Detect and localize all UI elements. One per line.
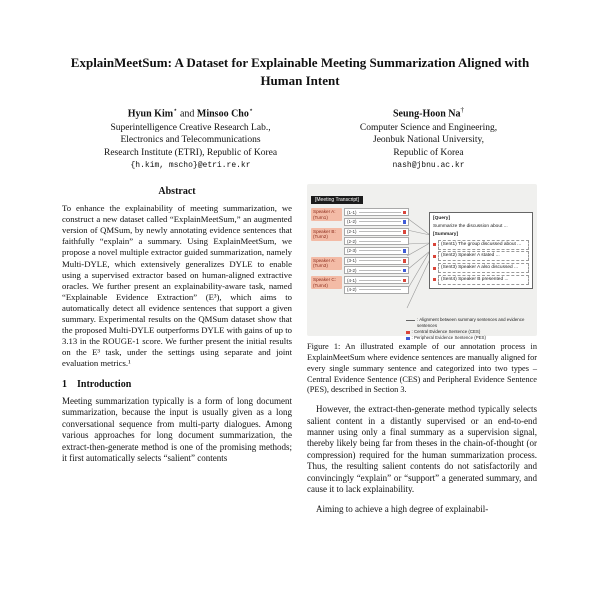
figure-1 (307, 184, 537, 341)
author-block-right (319, 106, 538, 170)
body-paragraph: However, the extract-then-generate method typically selects salient content in a distantly supervised or an end-to-end manner using only a final summary as a supervision signal, thereby likely being far from theses in the chain-of-thought (or compression) required for the human summarization process. Thus, the resulting salient contents do not satisfactorily and convincingly “explain” or “support” a generated summary, and cause it to lack explainability. (307, 404, 537, 495)
summary-sentence: (Sent4) Speaker B presented ... (438, 275, 529, 285)
sentence-marker (433, 243, 436, 246)
author-email: nash@jbnu.ac.kr (392, 161, 465, 171)
summary-sentence: (Sent2) Speaker A stated ... (438, 251, 529, 261)
affiliation-line: Electronics and Telecommunications (120, 135, 261, 146)
affiliation-line: Computer Science and Engineering, (359, 122, 498, 133)
speaker-label: Speaker A: (Turn1) (311, 208, 342, 221)
sentence-rule (359, 250, 401, 251)
summary-sentence: (Sent1) The group discussed about ... (438, 240, 529, 250)
introduction-text: Meeting summarization typically is a form of long document summarization, because the input is usually given as a long conversational sequence from multi-party dialogues. Among various approaches for long document summarization, the extract-then-generate method is one of the promising methods; it first automatically selects “salient” contents (62, 396, 292, 464)
ces-marker (403, 259, 407, 263)
turn-lines (344, 257, 409, 275)
summary-sentence-row (433, 263, 529, 273)
transcript-sentence (344, 208, 409, 216)
summary-sentence-row (433, 275, 529, 285)
legend-item-alignment (406, 317, 533, 329)
authors-row (62, 106, 538, 170)
two-column-body (62, 184, 538, 515)
legend-text: : Central Evidence Sentence (CES) (411, 329, 481, 335)
summary-label: [Summary] (433, 231, 459, 237)
legend-text: : Alignment between summary sentences and evidence sentences (417, 317, 525, 329)
speaker-label: Speaker B: (Turn2) (311, 228, 342, 241)
author-footnote-mark: ⋆ (173, 106, 178, 115)
speaker-turn-group (311, 228, 409, 255)
author-name: Minsoo Cho (196, 108, 249, 120)
query-label: [Query] (433, 216, 451, 222)
speaker-turn-group (311, 257, 409, 275)
ces-marker (403, 211, 407, 215)
figure-caption: Figure 1: An illustrated example of our annotation process in ExplainMeetSum where evidence sentences are manually aligned for every single summary sentence and categorized into two types – Central Evidence Sentence (CES) and Peripheral Evidence Sentence (PES), described in Section 3. (307, 342, 537, 395)
right-column (307, 184, 537, 515)
ces-square-icon (406, 331, 410, 335)
summary-sentence: (Sent3) Speaker A also discussed ... (438, 263, 529, 273)
transcript-sentence (344, 286, 409, 294)
turn-lines (344, 276, 409, 294)
transcript-sentence (344, 266, 409, 274)
transcript-column (311, 208, 409, 294)
abstract-heading: Abstract (158, 186, 196, 198)
affiliation-line: Superintelligence Creative Research Lab., (110, 122, 271, 133)
sentence-id: (3-2) (347, 267, 357, 273)
sentence-rule (359, 231, 401, 232)
sentence-marker (433, 278, 436, 281)
author-email: {h.kim, mscho}@etri.re.kr (130, 161, 251, 171)
speaker-turn-group (311, 276, 409, 294)
alignment-line-icon (406, 320, 415, 321)
sentence-id: (1-1) (347, 209, 357, 215)
sentence-id: (1-2) (347, 219, 357, 225)
sentence-id: (2-2) (347, 238, 357, 244)
transcript-sentence (344, 247, 409, 255)
query-summary-panel (429, 212, 533, 289)
sentence-rule (359, 212, 401, 213)
sentence-rule (359, 221, 401, 222)
section-heading-introduction: 1 Introduction (62, 379, 132, 390)
speaker-label: Speaker C: (Turn4) (311, 276, 342, 289)
transcript-sentence (344, 228, 409, 236)
turn-lines (344, 208, 409, 226)
author-footnote-mark: ⋆ (248, 106, 254, 115)
abstract-text: To enhance the explainability of meeting summarization, we construct a new dataset called “ExplainMeetSum,” an augmented version of QMSum, by newly annotating evidence sentences that faithfully “explain” a summary. Using ExplainMeetSum, we propose a novel multiple extractor guided summarization, namely Multi-DYLE, which extensively generalizes DYLE to enable using a supervised extractor based on human-aligned extractive oracles. We further present an explainability-aware task, named “Explainable Evidence Extraction” (E³), which aims to automatically detect all evidence sentences that support a given summary. Experimental results on the QMSum dataset show that the proposed Multi-DYLE outperforms DYLE with gains of up to 3.13 in the ROUGE-1 score. We further present the initial results on the E³ task, under the settings using separate and joint evaluation metrics.¹ (62, 203, 292, 368)
pes-marker (403, 220, 407, 224)
author-name: Seung-Hoon Na (393, 108, 461, 120)
author-names-left (62, 106, 319, 119)
sentence-id: (4-1) (347, 277, 357, 283)
sentence-id: (2-1) (347, 229, 357, 235)
body-paragraph-partial: Aiming to achieve a high degree of explainabil- (316, 503, 489, 514)
summary-sentence-row (433, 251, 529, 261)
left-column (62, 184, 292, 515)
author-footnote-mark: † (460, 106, 465, 115)
transcript-sentence (344, 276, 409, 284)
sentence-marker (433, 267, 436, 270)
summary-sentence-row (433, 240, 529, 250)
author-names-right (319, 106, 538, 119)
author-name: Hyun Kim (127, 108, 174, 120)
turn-lines (344, 228, 409, 255)
affiliation-line: Jeonbuk National University, (373, 135, 484, 146)
affiliation-line: Research Institute (ETRI), Republic of Korea (103, 147, 278, 158)
sentence-rule (359, 260, 401, 261)
sentence-rule (359, 280, 401, 281)
figure-legend (406, 317, 533, 341)
ces-marker (403, 279, 407, 283)
legend-item-pes (406, 335, 533, 341)
legend-text: : Peripheral Evidence Sentence (PES) (411, 335, 486, 341)
speaker-turn-group (311, 208, 409, 226)
affiliation-line: Republic of Korea (393, 147, 464, 158)
pes-marker (403, 249, 407, 253)
sentence-id: (2-3) (347, 248, 357, 254)
ces-marker (403, 230, 407, 234)
sentence-rule (359, 270, 401, 271)
sentence-id: (4-2) (347, 287, 357, 293)
speaker-label: Speaker A: (Turn3) (311, 257, 342, 270)
figure-body (311, 208, 533, 314)
sentence-marker (433, 255, 436, 258)
query-text: Summarize the discussion about ... (433, 223, 508, 229)
transcript-sentence (344, 257, 409, 265)
author-conjunction: and (177, 108, 197, 120)
meeting-transcript-label: [Meeting Transcript] (311, 196, 363, 204)
sentence-rule (359, 289, 401, 290)
pes-square-icon (406, 337, 410, 341)
transcript-sentence (344, 218, 409, 226)
paper-title: ExplainMeetSum: A Dataset for Explainable Meeting Summarization Aligned with Human Intent (70, 55, 530, 89)
transcript-sentence (344, 237, 409, 245)
sentence-id: (3-1) (347, 258, 357, 264)
pes-marker (403, 269, 407, 273)
author-block-left (62, 106, 319, 170)
sentence-rule (359, 241, 401, 242)
